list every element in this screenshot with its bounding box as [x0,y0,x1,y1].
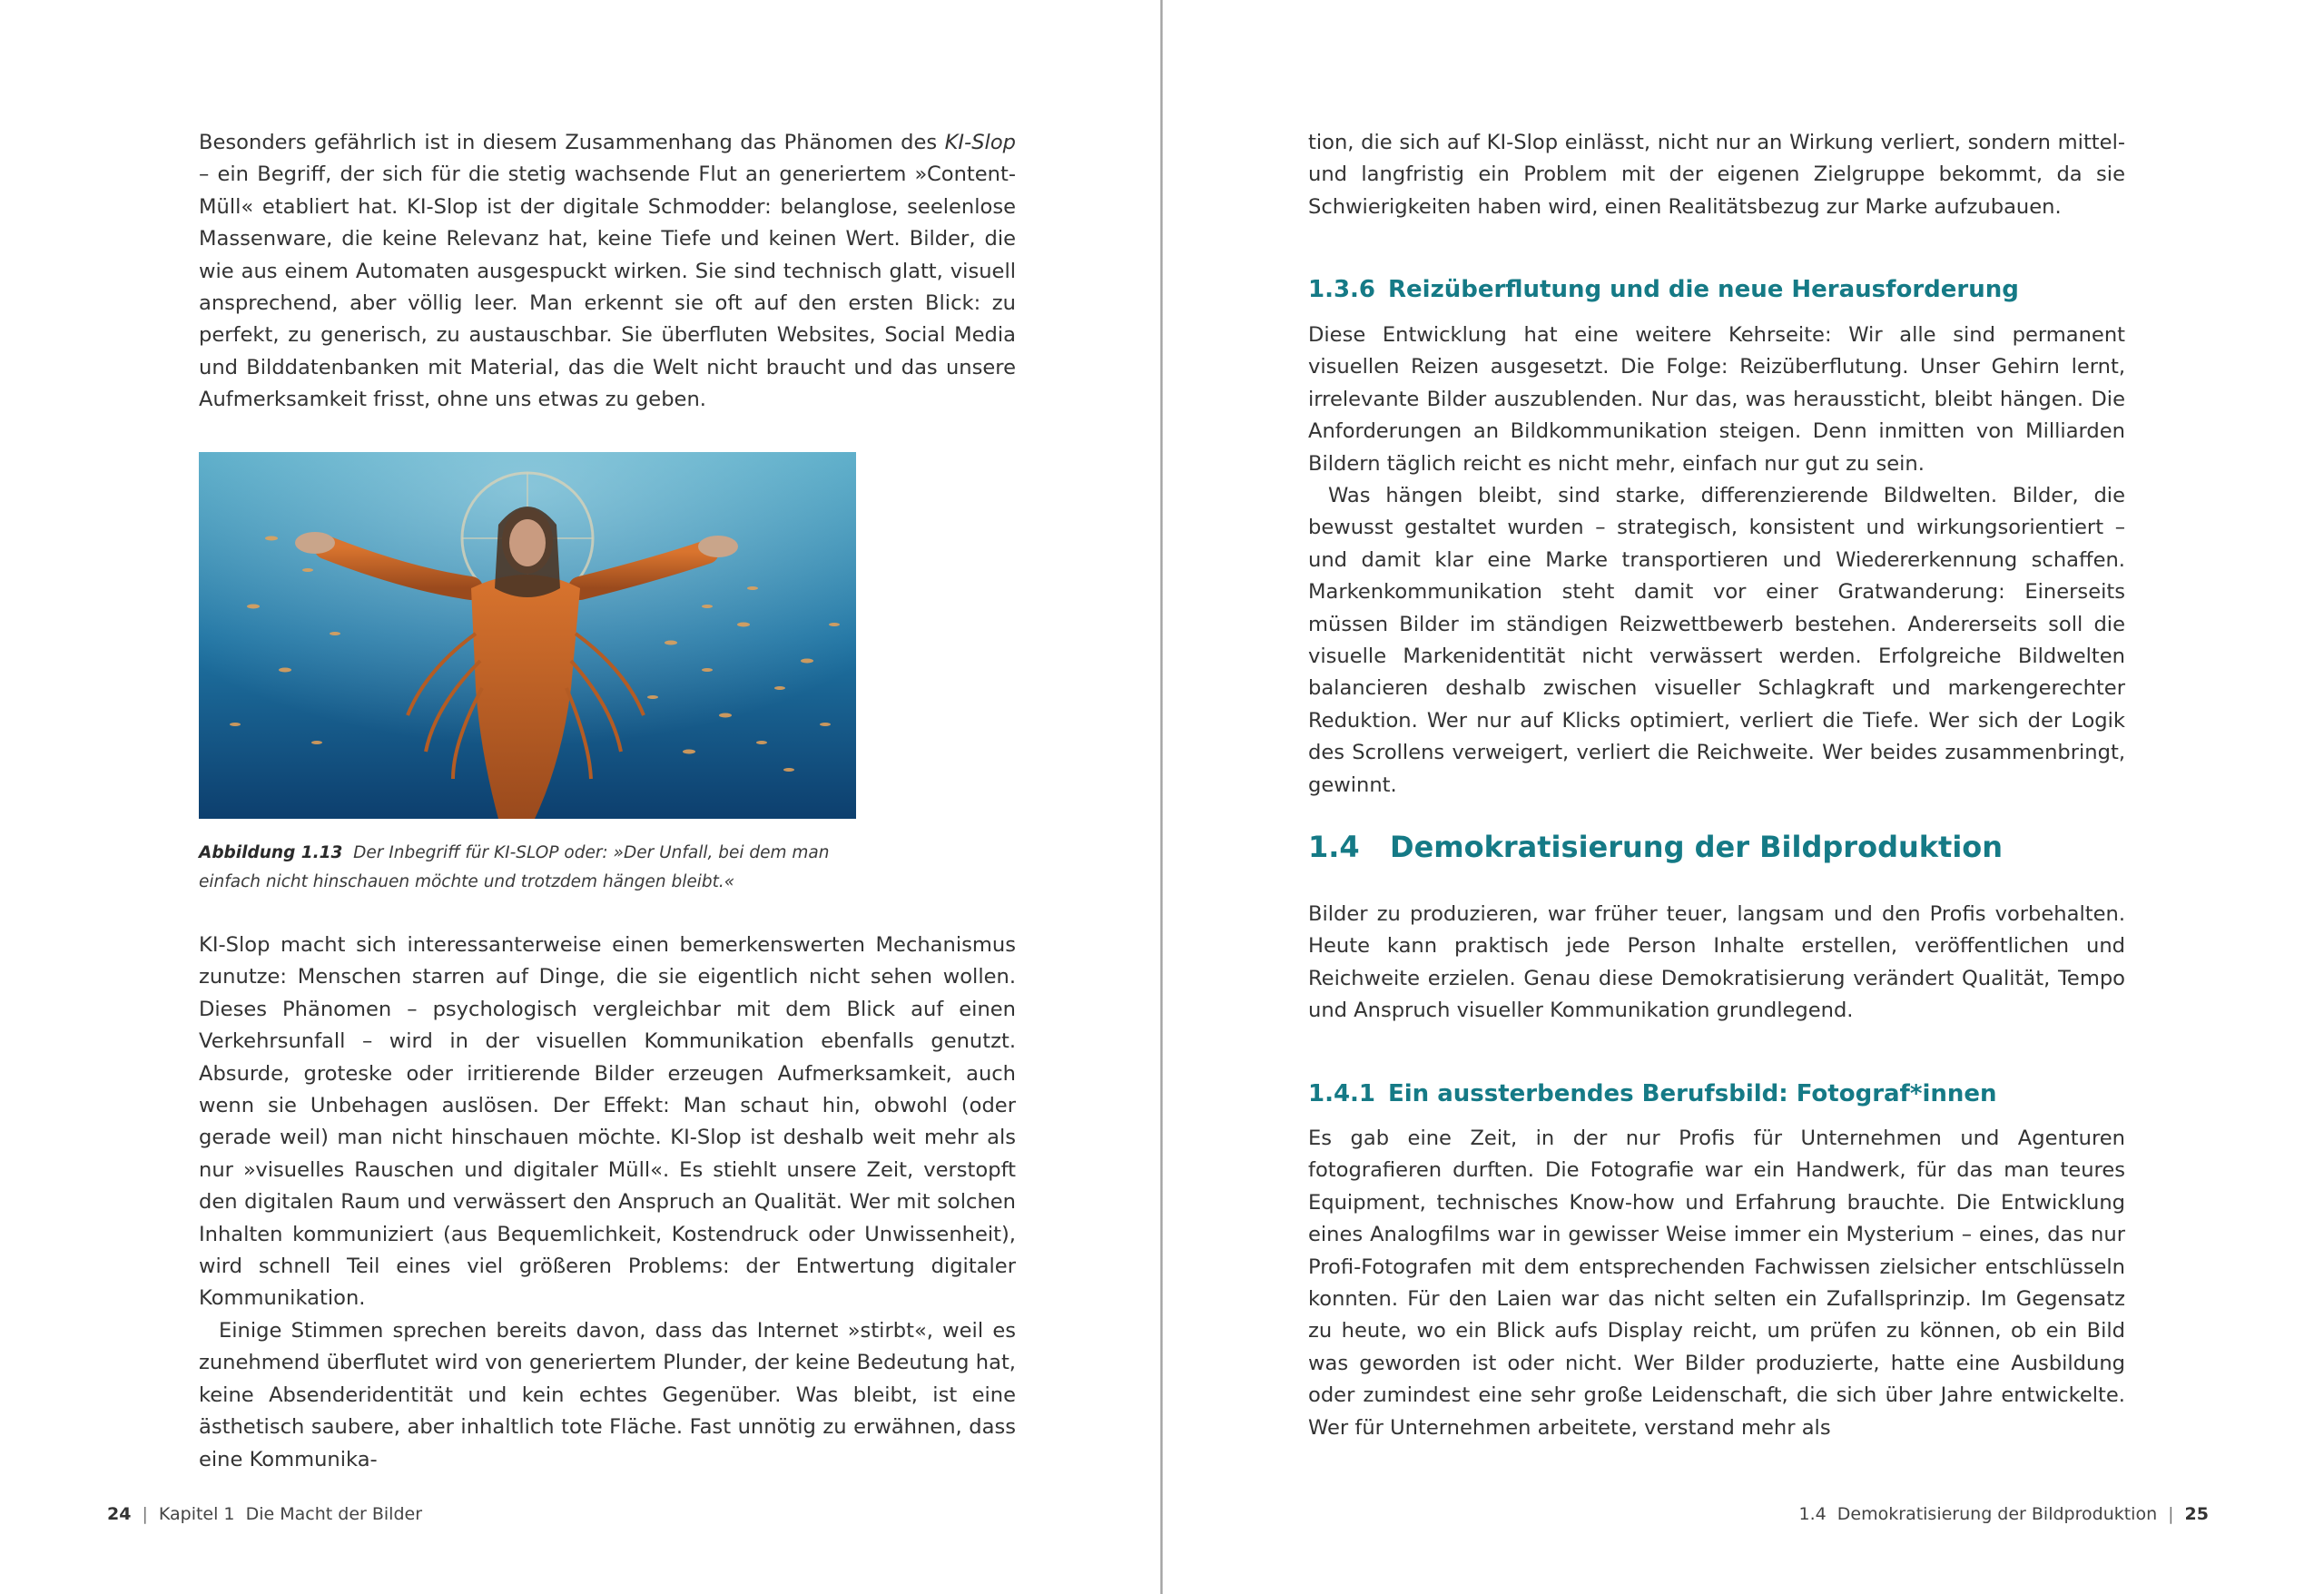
left-paragraph-2-block [199,930,1016,1476]
left-page-number: 24 [107,1504,132,1524]
heading-1-4-title: Demokratisierung der Bildproduktion [1390,830,2004,864]
left-paragraph-1-block [199,127,1016,417]
footer-section-number: 1.4 [1798,1504,1827,1524]
left-paragraph-1 [199,127,1016,417]
section-1-3-6-paragraph-2: Was hängen bleibt, sind starke, differenzierende Bildwelten. Bilder, die bewusst gestaltet wurden – strategisch, konsistent und wirkungsorientiert – und damit klar eine Marke transportieren und Wiedererkennung schaffen. Markenkommunikation steht damit vor einer Gratwanderung: Einerseits müssen Bilder im ständigen Reizwettbewerb bestehen. Andererseits soll die visuelle Markenidentität nicht verwässert werden. Erfolgreiche Bildwelten balancieren deshalb zwischen visueller Schlagkraft und markengerechter Reduktion. Wer nur auf Klicks optimiert, verliert die Tiefe. Wer sich der Logik des Scrollens verweigert, verliert die Reichweite. Wer beides zusammenbringt, gewinnt. [1308,484,2125,797]
right-continuation-block [1308,127,2125,223]
heading-1-4-1-title: Ein aussterbendes Berufsbild: Fotograf*innen [1388,1080,1997,1107]
section-1-3-6-body [1308,320,2125,802]
section-1-4-paragraph: Bilder zu produzieren, war früher teuer, langsam und den Profis vorbehalten. Heute kann praktisch jede Person Inhalte erstellen, veröffentlichen und Reichweite erzielen. Genau diese Demokratisierung verändert Qualität, Tempo und Anspruch visueller Kommunikation grundlegend. [1308,902,2125,1023]
heading-1-4-number: 1.4 [1308,830,1360,864]
section-1-4-1-body [1308,1123,2125,1444]
heading-1-3-6-title: Reizüberflutung und die neue Herausforderung [1388,276,2019,303]
figure-image [199,452,856,819]
left-page [0,0,1160,1594]
footer-chapter-title: Die Macht der Bilder [245,1504,423,1524]
footer-chapter: Kapitel 1 [158,1504,235,1524]
footer-separator-right: | [2168,1504,2174,1524]
heading-1-4-1-number: 1.4.1 [1308,1080,1376,1107]
right-continuation-paragraph: tion, die sich auf KI-Slop einlässt, nicht nur an Wirkung verliert, sondern mittel- und langfristig ein Problem mit der eigenen Zielgruppe bekommt, da sie Schwierigkeiten haben wird, einen Realitätsbezug zur Marke aufzubauen. [1308,131,2125,219]
section-1-4-body [1308,899,2125,1028]
figure-caption [199,839,834,897]
heading-1-4-1 [1308,1080,2125,1107]
left-paragraph-2: KI-Slop macht sich interessanterweise einen bemerkenswerten Mechanismus zunutze: Menschen starren auf Dinge, die sie eigentlich nicht sehen wollen. Dieses Phänomen – psychologisch vergleichbar mit dem Blick auf einen Verkehrsunfall – wird in der visuellen Kommunikation ebenfalls genutzt. Absurde, groteske oder irritierende Bilder erzeugen Aufmerksamkeit, auch wenn sie Unbehagen auslösen. Der Effekt: Man schaut hin, obwohl (oder gerade weil) man nicht hinschauen möchte. KI-Slop ist deshalb weit mehr als nur »visuelles Rauschen und digitaler Müll«. Es stiehlt unsere Zeit, verstopft den digitalen Raum und verwässert den Anspruch an Qualität. Wer mit solchen Inhalten kommuniziert (aus Bequemlichkeit, Kostendruck oder Unwissenheit), wird schnell Teil eines viel größeren Problems: der Entwertung digitaler Kommunikation. [199,933,1016,1311]
footer-section-title: Demokratisierung der Bildproduktion [1837,1504,2158,1524]
heading-1-3-6-number: 1.3.6 [1308,276,1376,303]
right-page-number: 25 [2184,1504,2209,1524]
para1-emphasis: KI-Slop [944,131,1016,154]
heading-1-4 [1308,830,2125,864]
footer-separator: | [142,1504,148,1524]
section-1-4-1-paragraph: Es gab eine Zeit, in der nur Profis für Unternehmen und Agenturen fotografieren durften. Die Fotografie war ein Handwerk, für das man teures Equipment, technisches Know-how und Erfahrung brauchte. Die Entwicklung eines Analogfilms war in gewisser Weise immer ein Mysterium – eines, das nur Profi-Fotografen mit dem entsprechenden Fachwissen zielsicher entschlüsseln konnten. Für den Laien war das nicht selten ein Zufallsprinzip. Im Gegensatz zu heute, wo ein Blick aufs Display reicht, um prüfen zu können, ob ein Bild was geworden ist oder nicht. Wer Bilder produzierte, hatte eine Ausbildung oder zumindest eine sehr große Leidenschaft, die sich über Jahre entwickelte. Wer für Unternehmen arbeitete, verstand mehr als [1308,1127,2125,1440]
left-footer [107,1504,422,1524]
caption-text: Der Inbegriff für KI-SLOP oder: »Der Unfall, bei dem man einfach nicht hinschauen möchte und trotzdem hängen bleibt.« [199,843,830,891]
left-paragraph-3: Einige Stimmen sprechen bereits davon, dass das Internet »stirbt«, weil es zunehmend überflutet wird von generiertem Plunder, der keine Bedeutung hat, keine Absenderidentität und kein echtes Gegenüber. Was bleibt, ist eine ästhetisch saubere, aber inhaltlich tote Fläche. Fast unnötig zu erwähnen, dass eine Kommunika- [199,1318,1016,1471]
para1-text-a: Besonders gefährlich ist in diesem Zusammenhang das Phänomen des [199,131,945,154]
right-footer [1798,1504,2209,1524]
caption-label: Abbildung 1.13 [199,843,343,862]
underwater-figure-illustration [199,452,856,819]
heading-1-3-6 [1308,276,2125,303]
para1-text-b: – ein Begriff, der sich für die stetig wachsende Flut an generiertem »Content-Müll« etabliert hat. KI-Slop ist der digitale Schmodder: belanglose, seelenlose Massenware, die keine Relevanz hat, keine Tiefe und keinen Wert. Bilder, die wie aus einem Automaten ausgespuckt wirken. Sie sind technisch glatt, visuell ansprechend, aber völlig leer. Man erkennt sie oft auf den ersten Blick: zu perfekt, zu generisch, zu austauschbar. Sie überfluten Websites, Social Media und Bilddatenbanken mit Material, das die Welt nicht braucht und das unsere Aufmerksamkeit frisst, ohne uns etwas zu geben. [199,162,1016,412]
section-1-3-6-paragraph-1: Diese Entwicklung hat eine weitere Kehrseite: Wir alle sind permanent visuellen Reizen ausgesetzt. Die Folge: Reizüberflutung. Unser Gehirn lernt, irrelevante Bilder auszublenden. Nur das, was heraussticht, bleibt hängen. Die Anforderungen an Bildkommunikation steigen. Denn inmitten von Milliarden Bildern täglich reicht es nicht mehr, einfach nur gut zu sein. [1308,323,2125,476]
right-page [1163,0,2324,1594]
